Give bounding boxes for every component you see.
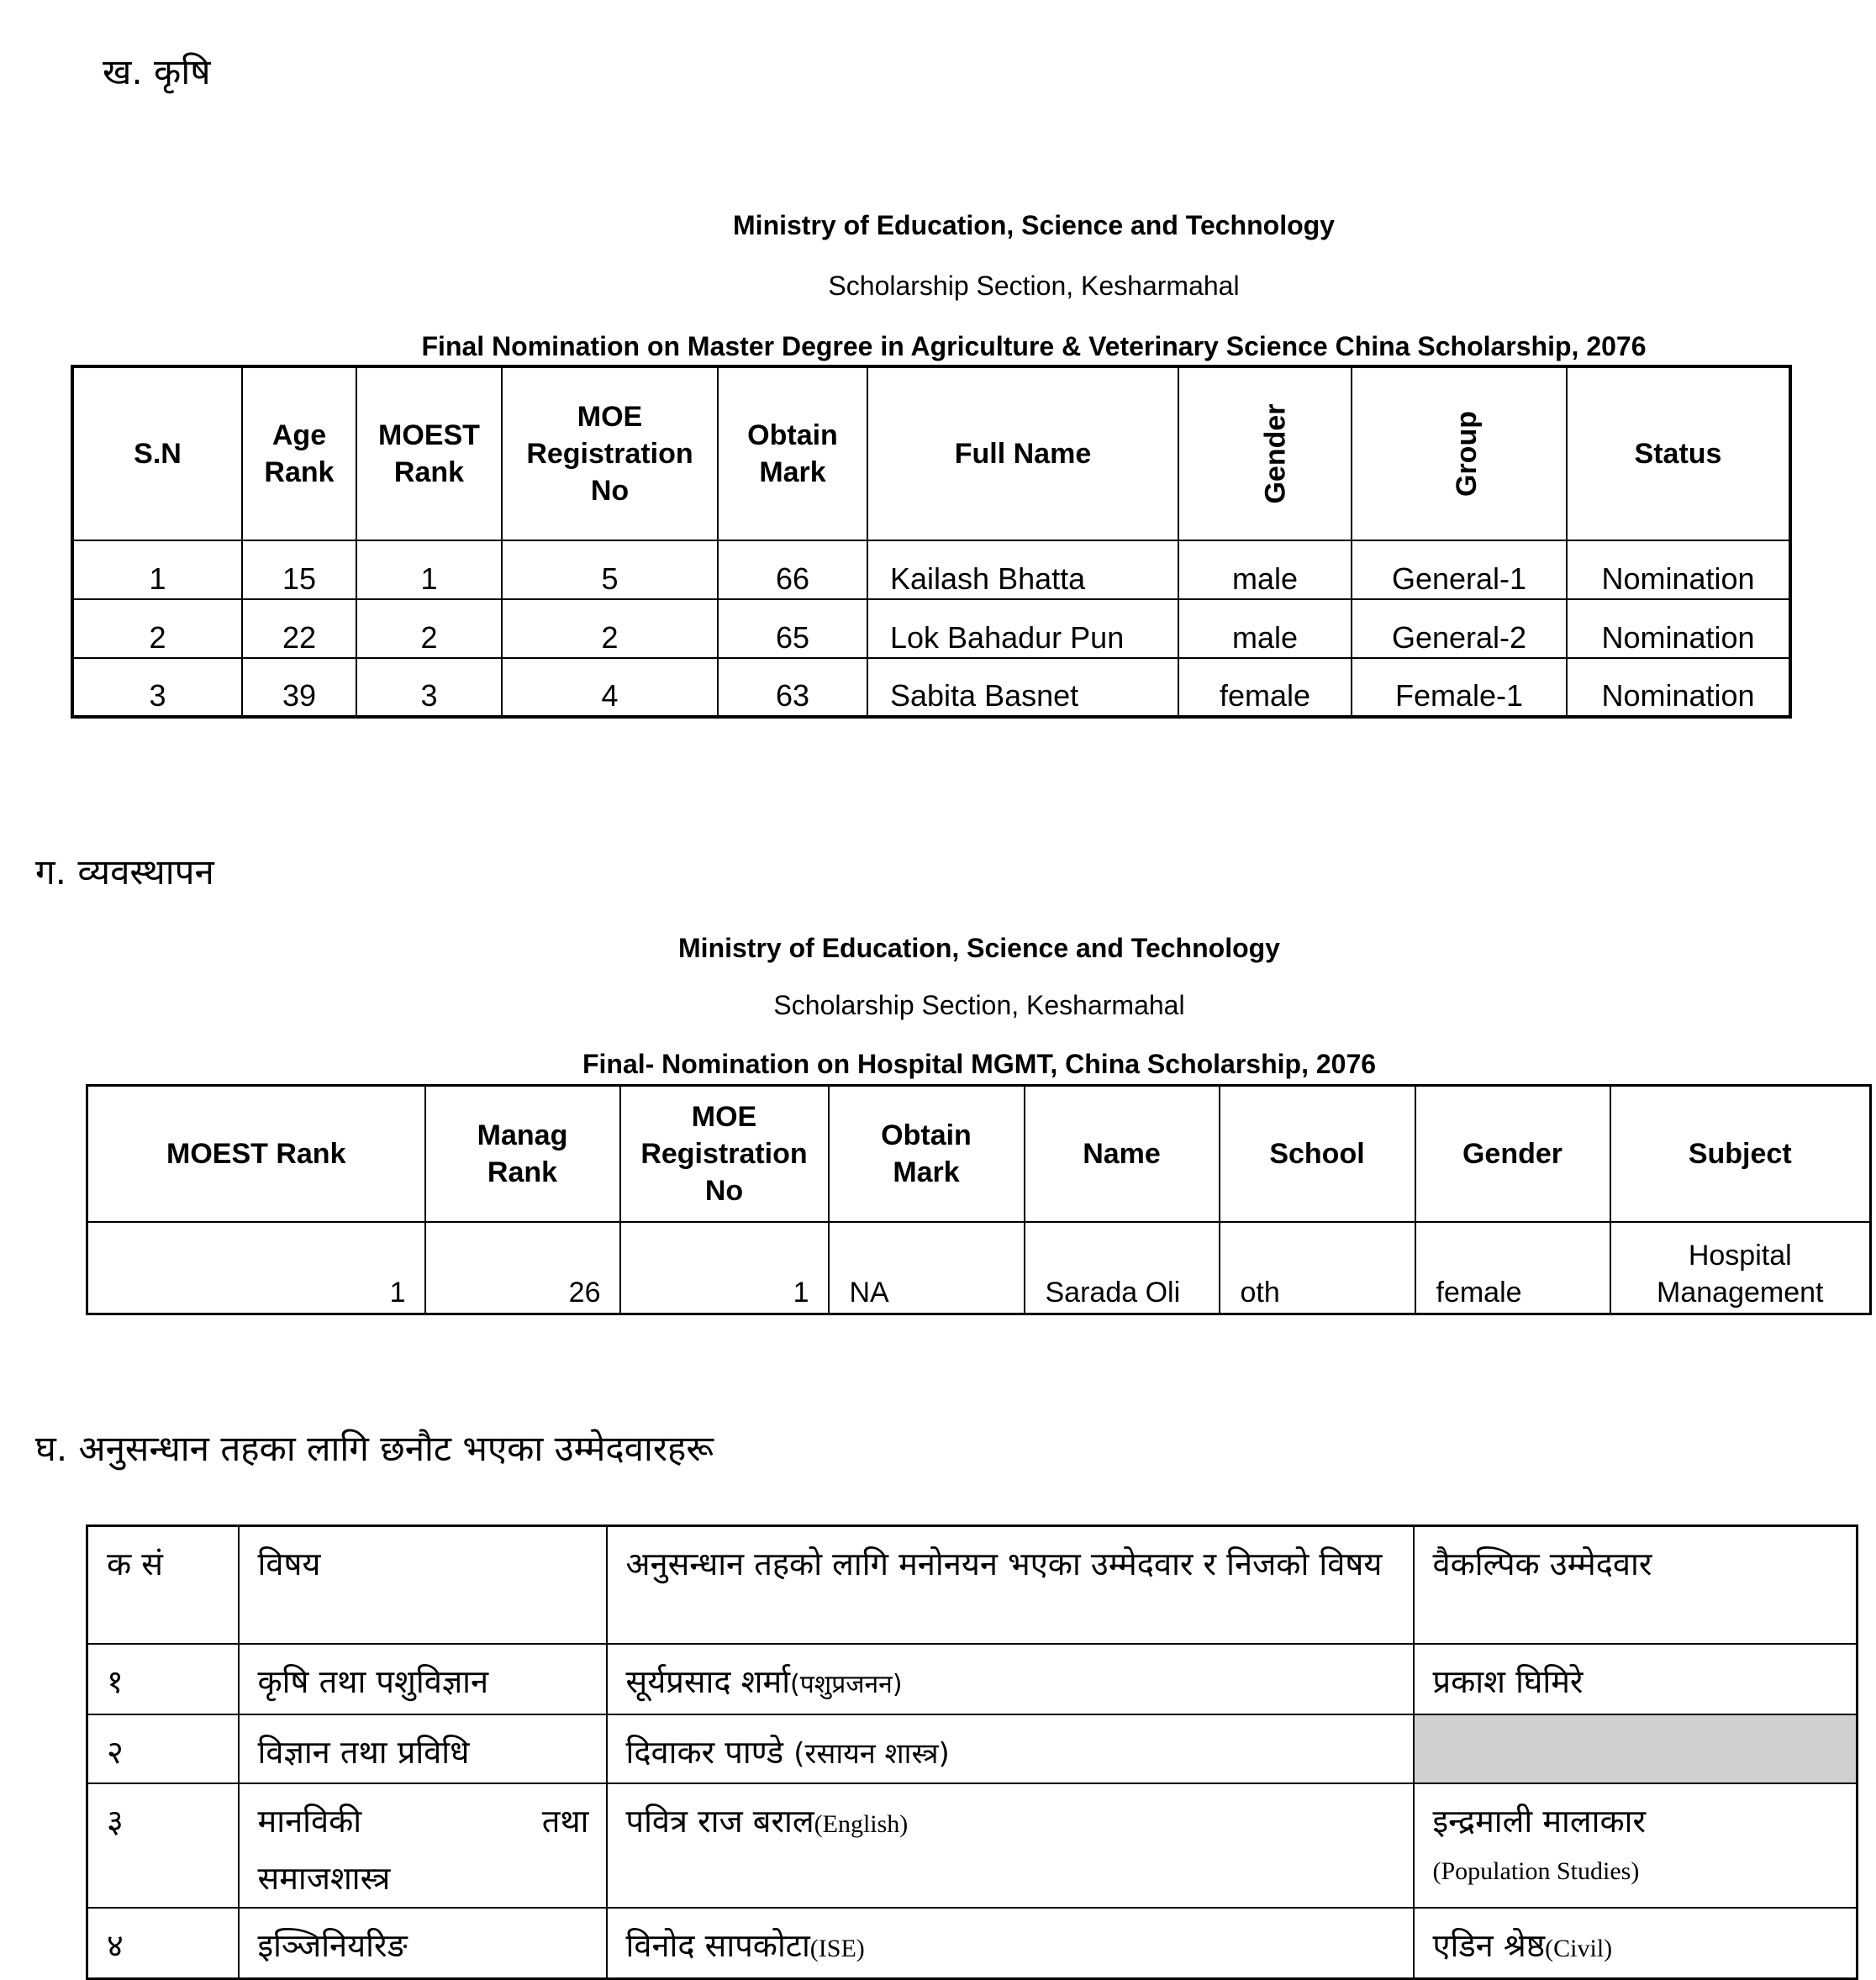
col-header: S.N	[72, 366, 242, 540]
col-header: Manag Rank	[425, 1086, 620, 1222]
cell-group: General-2	[1352, 599, 1567, 658]
cell-no: १	[87, 1644, 239, 1714]
cell-subject: इञ्जिनियरिङ	[239, 1908, 607, 1979]
section-c-office: Scholarship Section, Kesharmahal	[773, 990, 1185, 1020]
cell-age-rank: 15	[242, 540, 356, 599]
cell-moest-rank: 1	[356, 540, 502, 599]
cell-alternate: एडिन श्रेष्ठ(Civil)	[1414, 1908, 1858, 1979]
cell-gender: male	[1178, 599, 1352, 658]
cell-age-rank: 39	[242, 658, 356, 717]
cell-moest-rank: 2	[356, 599, 502, 658]
table-header-row	[87, 1526, 1858, 1644]
col-header: अनुसन्धान तहको लागि मनोनयन भएका उम्मेदवार र निजको विषय	[607, 1526, 1414, 1644]
cell-gender: female	[1415, 1222, 1610, 1314]
col-header: Obtain Mark	[829, 1086, 1025, 1222]
table-row	[87, 1783, 1858, 1908]
col-header: Group	[1352, 366, 1567, 540]
section-b-heading: ख. कृषि	[103, 51, 211, 92]
section-b-office: Scholarship Section, Kesharmahal	[828, 271, 1240, 301]
cell-group: Female-1	[1352, 658, 1567, 717]
cell-status: Nomination	[1567, 599, 1790, 658]
cell-gender: male	[1178, 540, 1352, 599]
cell-alternate: प्रकाश घिमिरे	[1414, 1644, 1858, 1714]
cell-nominee: सूर्यप्रसाद शर्मा(पशुप्रजनन)	[607, 1644, 1414, 1714]
cell-group: General-1	[1352, 540, 1567, 599]
cell-school: oth	[1220, 1222, 1415, 1314]
col-header: विषय	[239, 1526, 607, 1644]
cell-status: Nomination	[1567, 540, 1790, 599]
cell-age-rank: 22	[242, 599, 356, 658]
table-row	[72, 540, 1790, 599]
cell-reg-no: 5	[502, 540, 718, 599]
col-header: MOE Registration No	[502, 366, 718, 540]
cell-name: Sarada Oli	[1025, 1222, 1220, 1314]
cell-no: ४	[87, 1908, 239, 1979]
agriculture-nomination-table	[71, 365, 1792, 719]
cell-alternate-empty	[1414, 1714, 1858, 1783]
cell-nominee: विनोद सापकोटा(ISE)	[607, 1908, 1414, 1979]
col-header: क सं	[87, 1526, 239, 1644]
cell-reg-no: 2	[502, 599, 718, 658]
cell-alternate: इन्द्रमाली मालाकार (Population Studies)	[1414, 1783, 1858, 1908]
cell-sn: 2	[72, 599, 242, 658]
cell-mark: 63	[718, 658, 867, 717]
cell-sn: 1	[72, 540, 242, 599]
section-b-title: Final Nomination on Master Degree in Agriculture & Veterinary Science China Scholarship, 2076	[421, 331, 1647, 361]
cell-mark: 65	[718, 599, 867, 658]
col-header: वैकल्पिक उम्मेदवार	[1414, 1526, 1858, 1644]
hospital-mgmt-table	[86, 1084, 1872, 1315]
cell-no: ३	[87, 1783, 239, 1908]
cell-nominee: पवित्र राज बराल(English)	[607, 1783, 1414, 1908]
col-header: School	[1220, 1086, 1415, 1222]
table-row	[72, 599, 1790, 658]
section-c-title: Final- Nomination on Hospital MGMT, China Scholarship, 2076	[582, 1049, 1377, 1079]
cell-sn: 3	[72, 658, 242, 717]
col-header: MOEST Rank	[356, 366, 502, 540]
section-c-ministry: Ministry of Education, Science and Technology	[678, 933, 1280, 963]
col-header: Subject	[1610, 1086, 1871, 1222]
section-d-heading: घ. अनुसन्धान तहका लागि छनौट भएका उम्मेदवारहरू	[35, 1428, 714, 1469]
table-row	[72, 658, 1790, 717]
col-header: Full Name	[867, 366, 1178, 540]
cell-nominee: दिवाकर पाण्डे (रसायन शास्त्र)	[607, 1714, 1414, 1783]
col-header: Obtain Mark	[718, 366, 867, 540]
cell-status: Nomination	[1567, 658, 1790, 717]
table-row	[87, 1908, 1858, 1979]
col-header: Gender	[1415, 1086, 1610, 1222]
cell-mark: NA	[829, 1222, 1025, 1314]
table-row	[87, 1222, 1871, 1314]
cell-gender: female	[1178, 658, 1352, 717]
cell-subject: मानविकी तथा समाजशास्त्र	[239, 1783, 607, 1908]
cell-mark: 66	[718, 540, 867, 599]
cell-name: Sabita Basnet	[867, 658, 1178, 717]
col-header: Status	[1567, 366, 1790, 540]
section-b-ministry: Ministry of Education, Science and Technology	[733, 210, 1335, 240]
table-header-row	[72, 366, 1790, 540]
cell-reg-no: 4	[502, 658, 718, 717]
cell-name: Kailash Bhatta	[867, 540, 1178, 599]
cell-name: Lok Bahadur Pun	[867, 599, 1178, 658]
col-header: MOE Registration No	[620, 1086, 829, 1222]
col-header: MOEST Rank	[87, 1086, 425, 1222]
cell-subject: Hospital Management	[1610, 1222, 1871, 1314]
section-c-heading: ग. व्यवस्थापन	[35, 851, 214, 893]
research-candidates-table	[86, 1524, 1858, 1980]
table-header-row	[87, 1086, 1871, 1222]
cell-manag-rank: 26	[425, 1222, 620, 1314]
cell-moest-rank: 3	[356, 658, 502, 717]
cell-reg-no: 1	[620, 1222, 829, 1314]
cell-subject: विज्ञान तथा प्रविधि	[239, 1714, 607, 1783]
cell-no: २	[87, 1714, 239, 1783]
table-row	[87, 1644, 1858, 1714]
cell-subject: कृषि तथा पशुविज्ञान	[239, 1644, 607, 1714]
table-row	[87, 1714, 1858, 1783]
col-header: Name	[1025, 1086, 1220, 1222]
col-header: Age Rank	[242, 366, 356, 540]
col-header: Gender	[1178, 366, 1352, 540]
cell-moest-rank: 1	[87, 1222, 425, 1314]
